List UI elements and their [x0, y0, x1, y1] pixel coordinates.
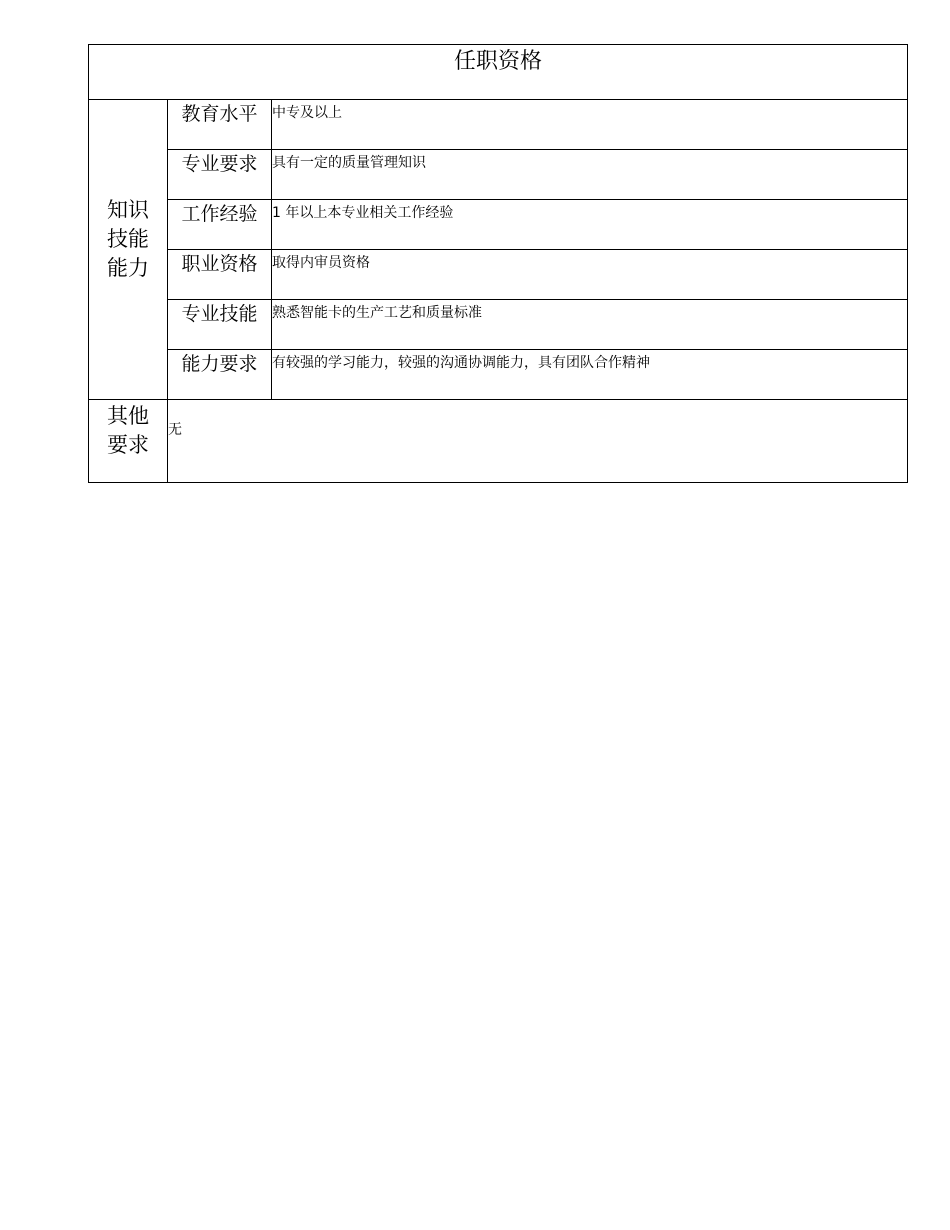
table-row [89, 100, 908, 150]
table-row [89, 200, 908, 250]
row-value-abilities: 有较强的学习能力，较强的沟通协调能力，具有团队合作精神 [272, 350, 908, 400]
row-value-certification: 取得内审员资格 [272, 250, 908, 300]
row-label-education: 教育水平 [168, 100, 272, 150]
row-label-abilities: 能力要求 [168, 350, 272, 400]
row-label-certification: 职业资格 [168, 250, 272, 300]
knowledge-skills-group-label [89, 100, 168, 400]
row-label-experience: 工作经验 [168, 200, 272, 250]
row-label-major: 专业要求 [168, 150, 272, 200]
title-row [89, 45, 908, 100]
group-label-line: 知识 [107, 198, 149, 222]
table-row [89, 350, 908, 400]
table-row [89, 250, 908, 300]
group-label-line: 能力 [107, 256, 149, 280]
row-label-skills: 专业技能 [168, 300, 272, 350]
other-requirements-value: 无 [168, 400, 908, 483]
row-value-skills: 熟悉智能卡的生产工艺和质量标准 [272, 300, 908, 350]
group-label-line: 要求 [107, 433, 149, 457]
row-value-experience: 1 年以上本专业相关工作经验 [272, 200, 908, 250]
table-row [89, 400, 908, 483]
group-label-line: 技能 [107, 227, 149, 251]
table-title: 任职资格 [89, 45, 908, 100]
group-label-line: 其他 [107, 404, 149, 428]
table-row [89, 300, 908, 350]
row-value-major: 具有一定的质量管理知识 [272, 150, 908, 200]
other-requirements-label [89, 400, 168, 483]
qualifications-table [88, 44, 908, 483]
row-value-education: 中专及以上 [272, 100, 908, 150]
table-row [89, 150, 908, 200]
